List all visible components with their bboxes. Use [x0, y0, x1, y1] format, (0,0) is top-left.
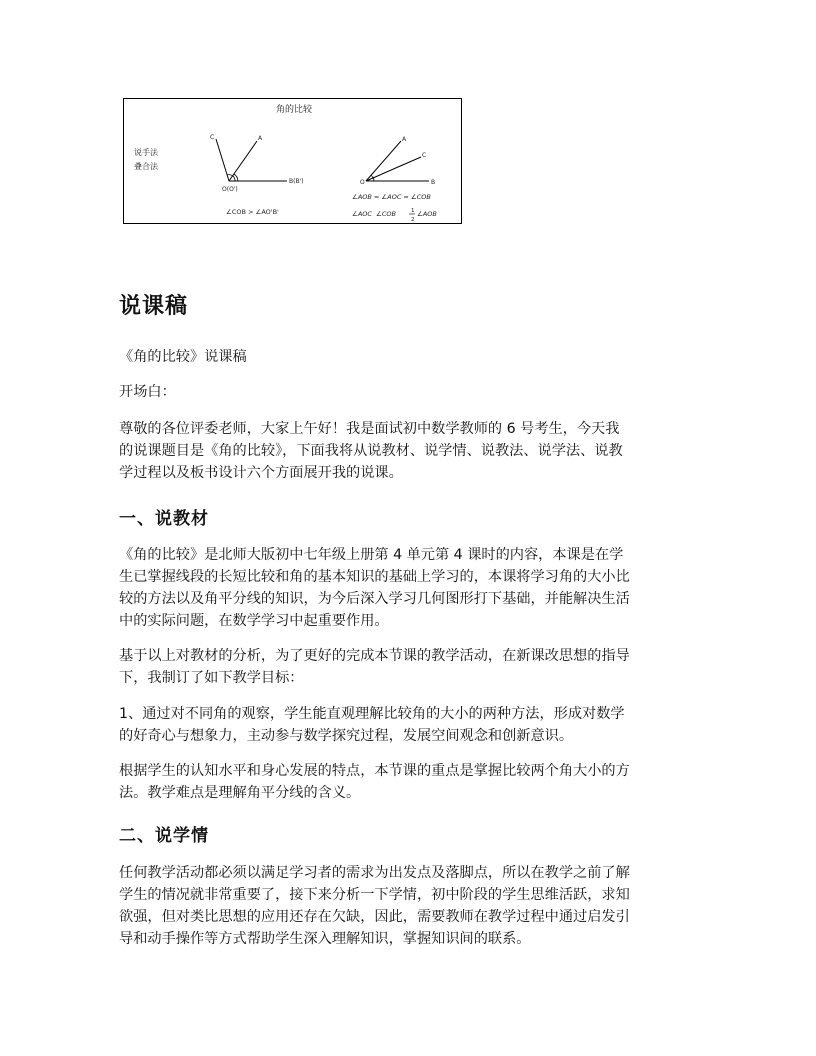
- angle-comparison-figure: [123, 98, 462, 224]
- figure-side-note-2: 叠合法: [134, 162, 158, 171]
- figure-drawing: [124, 99, 463, 225]
- opening-paragraph: [119, 418, 701, 484]
- caption-right-1: ∠AOB = ∠AOC = ∠COB: [352, 193, 431, 201]
- label-b-left: B(B'): [289, 178, 304, 185]
- fraction-numerator: 1: [411, 208, 415, 214]
- s2p1-line-3: 欲强，但对类比思想的应用还存在欠缺，因此，需要教师在教学过程中通过启发引: [119, 909, 630, 925]
- section1-paragraph-1: [119, 544, 701, 632]
- caption-right-2c: ∠AOB: [417, 210, 437, 218]
- label-origin-left: O(O'): [222, 186, 238, 193]
- s1p4-line-2: 法。教学难点是理解角平分线的含义。: [119, 785, 361, 801]
- section1-heading: 一、说教材: [119, 509, 209, 529]
- s1p2-line-1: 基于以上对教材的分析，为了更好的完成本节课的教学活动，在新课改思想的指导: [119, 648, 630, 664]
- opening-line-3: 学过程以及板书设计六个方面展开我的说课。: [119, 465, 403, 481]
- opening-line-2: 的说课题目是《角的比较》，下面我将从说教材、说学情、说教法、说学法、说教: [119, 443, 623, 459]
- s1p2-line-2: 下，我制订了如下教学目标：: [119, 670, 304, 686]
- s1p1-line-3: 较的方法以及角平分线的知识，为今后深入学习几何图形打下基础，并能解决生活: [119, 591, 630, 607]
- opening-label: 开场白：: [119, 384, 176, 400]
- s1p1-line-1: 《角的比较》是北师大版初中七年级上册第 4 单元第 4 课时的内容，本课是在学: [119, 547, 624, 563]
- figure-side-note-1: 说手法: [134, 148, 158, 157]
- ray-oc-right: [366, 157, 421, 181]
- document-title: 说课稿: [119, 294, 189, 319]
- section1-paragraph-3: [119, 703, 701, 747]
- s2p1-line-1: 任何教学活动都必须以满足学习者的需求为出发点及落脚点，所以在教学之前了解: [119, 865, 630, 881]
- s2p1-line-2: 学生的情况就非常重要了，接下来分析一下学情，初中阶段的学生思维活跃，求知: [119, 887, 630, 903]
- fraction-denominator: 2: [411, 217, 415, 223]
- label-a-right: A: [402, 136, 407, 143]
- s1p1-line-4: 中的实际问题，在数学学习中起重要作用。: [119, 613, 389, 629]
- label-b-right: B: [431, 179, 436, 186]
- ray-oa-left: [229, 141, 257, 181]
- caption-left: ∠COB > ∠AO'B': [226, 208, 279, 216]
- label-a-left: A: [258, 135, 263, 142]
- section1-paragraph-4: [119, 760, 701, 804]
- angle-arc-right-2: [371, 175, 373, 178]
- label-c-left: C: [210, 134, 215, 141]
- section2-paragraph-1: [119, 862, 701, 950]
- s2p1-line-4: 导和动手操作等方式帮助学生深入理解知识，掌握知识间的联系。: [119, 931, 531, 947]
- label-o-right: O: [360, 179, 365, 186]
- caption-right-2a: ∠AOC: [352, 210, 372, 218]
- caption-right-2b: ∠COB: [376, 210, 396, 218]
- section2-heading: 二、说学情: [119, 826, 209, 846]
- s1p3-line-2: 的好奇心与想象力，主动参与数学探究过程，发展空间观念和创新意识。: [119, 728, 574, 744]
- section1-paragraph-2: [119, 645, 701, 689]
- label-c-right: C: [422, 152, 427, 159]
- s1p4-line-1: 根据学生的认知水平和身心发展的特点，本节课的重点是掌握比较两个角大小的方: [119, 763, 630, 779]
- s1p1-line-2: 生已掌握线段的长短比较和角的基本知识的基础上学习的，本课将学习角的大小比: [119, 569, 630, 585]
- document-subtitle: 《角的比较》说课稿: [119, 349, 247, 365]
- s1p3-line-1: 1、通过对不同角的观察，学生能直观理解比较角的大小的两种方法，形成对数学: [119, 706, 625, 722]
- figure-title: 角的比较: [275, 105, 313, 115]
- opening-line-1: 尊敬的各位评委老师，大家上午好！我是面试初中数学教师的 6 号考生，今天我: [119, 421, 620, 437]
